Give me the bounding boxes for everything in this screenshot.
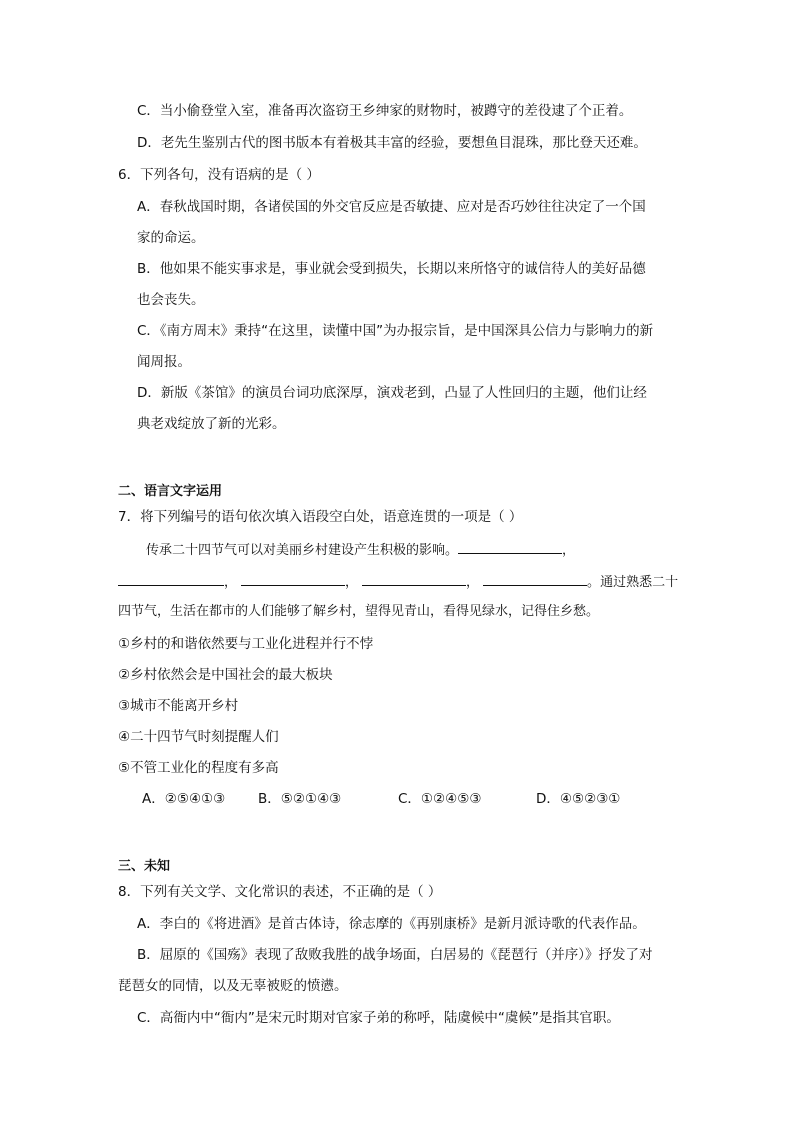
q7-item: ⑤不管工业化的程度有多高 [118,760,279,776]
q6-option-b: B．他如果不能实事求是，事业就会受到损失，长期以来所恪守的诚信待人的美好品德 [137,261,646,277]
section-heading: 二、语言文字运用 [118,484,223,499]
passage-period: 。 [587,575,601,590]
fill-blank [483,572,587,586]
q7-passage-line1 [146,540,575,560]
q8-option-a: A．李白的《将进酒》是首古体诗，徐志摩的《再别康桥》是新月派诗歌的代表作品。 [137,916,646,932]
q8-stem: 8．下列有关文学、文化常识的表述，不正确的是（ ） [118,884,442,900]
q7-option-b: B．⑤②①④③ [258,791,342,807]
passage-comma: ， [345,575,359,590]
fill-blank [458,540,562,554]
q5-option-c: C．当小偷登堂入室，准备再次盗窃王乡绅家的财物时，被蹲守的差役逮了个正着。 [137,103,633,119]
fill-blank [118,572,224,586]
passage-comma: ， [466,575,480,590]
q6-option-d-cont: 典老戏绽放了新的光彩。 [137,416,286,432]
section-heading: 三、未知 [118,859,171,874]
q7-option-d: D．④⑤②③① [536,791,621,807]
passage-comma: ， [562,543,576,558]
q8-option-c: C．高衙内中“衙内”是宋元时期对官家子弟的称呼，陆虞候中“虞候”是指其官职。 [137,1010,620,1026]
passage-text: 通过熟悉二十 [600,575,679,590]
q5-option-d: D．老先生鉴别古代的图书版本有着极其丰富的经验，要想鱼目混珠，那比登天还难。 [137,135,647,151]
q6-option-d: D．新版《茶馆》的演员台词功底深厚，演戏老到，凸显了人性回归的主题，他们让经 [137,385,647,401]
q7-item: ②乡村依然会是中国社会的最大板块 [118,667,333,683]
q7-option-a: A．②⑤④①③ [142,791,226,807]
fill-blank [241,572,345,586]
q7-item: ③城市不能离开乡村 [118,698,239,714]
q6-option-a: A．春秋战国时期，各诸侯国的外交官反应是否敏捷、应对是否巧妙往往决定了一个国 [137,199,646,215]
q8-option-b-cont: 琵琶女的同情，以及无辜被贬的愤懑。 [118,978,348,994]
q7-item: ①乡村的和谐依然要与工业化进程并行不悖 [118,636,374,652]
q6-option-c: C．《南方周末》秉持“在这里，读懂中国”为办报宗旨，是中国深具公信力与影响力的新 [137,323,654,339]
q6-option-c-cont: 闻周报。 [137,354,191,370]
q7-option-c: C．①②④⑤③ [398,791,482,807]
q6-option-b-cont: 也会丧失。 [137,292,205,308]
q6-stem: 6．下列各句，没有语病的是（ ） [118,167,320,183]
passage-comma: ， [224,575,238,590]
passage-text: 传承二十四节气可以对美丽乡村建设产生积极的影响。 [146,543,459,558]
fill-blank [362,572,466,586]
q7-stem: 7．将下列编号的语句依次填入语段空白处，语意连贯的一项是（ ） [118,509,523,525]
q6-option-a-cont: 家的命运。 [137,230,205,246]
q7-passage-line2 [118,572,678,592]
q7-item: ④二十四节气时刻提醒人们 [118,729,279,745]
q8-option-b: B．屈原的《国殇》表现了敌败我胜的战争场面，白居易的《琵琶行（并序）》抒发了对 [137,947,653,963]
q7-passage-line3: 四节气，生活在都市的人们能够了解乡村，望得见青山，看得见绿水，记得住乡愁。 [118,604,600,619]
